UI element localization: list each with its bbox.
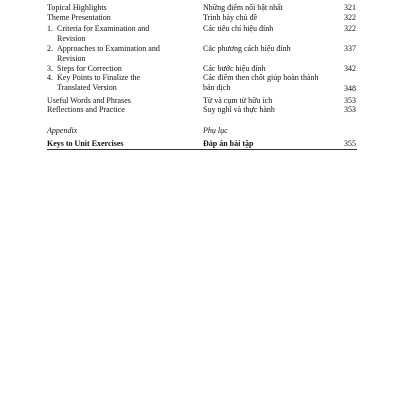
toc-entry-title-vi: Các tiêu chí hiệu đính bbox=[203, 24, 274, 33]
toc-page-number: 355 bbox=[344, 139, 356, 148]
toc-entry-title: Topical Highlights bbox=[47, 3, 107, 12]
toc-subentry-title-cont: Revision bbox=[57, 33, 86, 43]
toc-entry-title: Useful Words and Phrases bbox=[47, 96, 131, 105]
toc-entry-title-vi: Trình bày chủ đề bbox=[203, 13, 258, 22]
toc-entry-title: Theme Presentation bbox=[47, 13, 111, 22]
toc-subentry-title-cont: Translated Version bbox=[57, 82, 117, 92]
toc-subentry bbox=[47, 73, 140, 92]
toc-page-number: 337 bbox=[344, 44, 356, 53]
toc-subentry-title: Criteria for Examination and bbox=[57, 24, 150, 33]
keys-entry-title-vi: Đáp án bài tập bbox=[203, 139, 254, 148]
toc-subentry-number: 3. bbox=[47, 64, 53, 73]
toc-subentry-title: Approaches to Examination and bbox=[57, 44, 160, 53]
toc-subentry-number: 1. bbox=[47, 24, 53, 33]
appendix-heading: Appendix bbox=[47, 126, 78, 135]
toc-entry-title-vi: Những điểm nổi bật nhất bbox=[203, 3, 283, 12]
toc-entry-title-vi-cont: bản dịch bbox=[203, 83, 231, 92]
toc-subentry bbox=[47, 44, 160, 63]
toc-subentry-title: Steps for Correction bbox=[57, 64, 122, 73]
toc-subentry-title: Key Points to Finalize the bbox=[57, 73, 141, 82]
toc-entry-title-vi: Các phương cách hiệu đính bbox=[203, 44, 291, 53]
toc-subentry bbox=[47, 24, 149, 43]
keys-entry-title: Keys to Unit Exercises bbox=[47, 139, 124, 148]
toc-entry-title: Reflections and Practice bbox=[47, 105, 125, 114]
toc-page-number: 342 bbox=[344, 64, 356, 73]
toc-page-number: 348 bbox=[344, 84, 356, 93]
toc-page-number: 322 bbox=[344, 24, 356, 33]
toc-entry-title-vi: Từ và cụm từ hữu ích bbox=[203, 96, 273, 105]
divider-line bbox=[47, 149, 357, 150]
toc-page-number: 353 bbox=[344, 105, 356, 114]
toc-entry-title-vi: Suy nghĩ và thực hành bbox=[203, 105, 275, 114]
toc-subentry-number: 2. bbox=[47, 44, 53, 53]
toc-page-number: 353 bbox=[344, 96, 356, 105]
toc-subentry-number: 4. bbox=[47, 73, 53, 82]
appendix-heading-vi: Phụ lục bbox=[203, 126, 228, 135]
toc-subentry-title-cont: Revision bbox=[57, 53, 86, 63]
toc-page-number: 322 bbox=[344, 13, 356, 22]
toc-entry-title-vi: Các bước hiệu đính bbox=[203, 64, 266, 73]
toc-page-number: 321 bbox=[344, 3, 356, 12]
toc-entry-title-vi: Các điểm then chốt giúp hoàn thành bbox=[203, 73, 319, 82]
